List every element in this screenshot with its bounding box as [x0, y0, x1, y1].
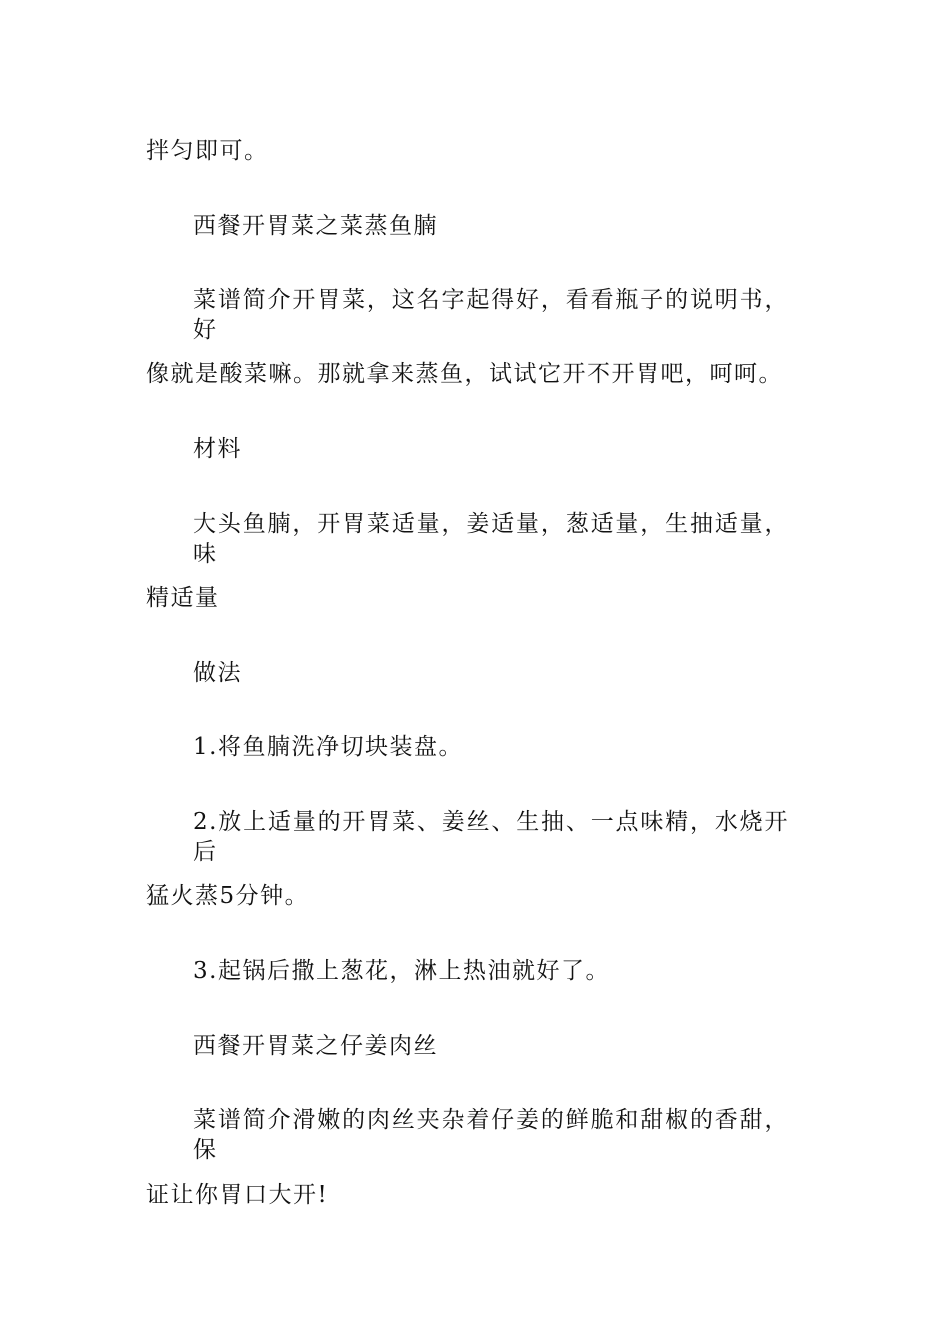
- text-line: 大头鱼腩，开胃菜适量，姜适量，葱适量，生抽适量，味: [193, 511, 789, 567]
- subheading: 材料: [193, 436, 242, 462]
- text-line: 拌匀即可。: [146, 138, 269, 164]
- subheading: 做法: [193, 660, 242, 686]
- text-line: 猛火蒸5分钟。: [146, 883, 310, 909]
- section-heading: 西餐开胃菜之菜蒸鱼腩: [193, 213, 438, 239]
- text-line: 菜谱简介滑嫩的肉丝夹杂着仔姜的鲜脆和甜椒的香甜，保: [193, 1107, 789, 1163]
- section-heading: 西餐开胃菜之仔姜肉丝: [193, 1033, 438, 1059]
- text-line: 像就是酸菜嘛。那就拿来蒸鱼，试试它开不开胃吧，呵呵。: [146, 361, 783, 387]
- text-line: 证让你胃口大开!: [146, 1182, 329, 1208]
- step-item: 2.放上适量的开胃菜、姜丝、生抽、一点味精，水烧开后: [193, 809, 789, 865]
- text-line: 精适量: [146, 585, 220, 611]
- step-item: 1.将鱼腩洗净切块装盘。: [193, 734, 463, 760]
- text-line: 菜谱简介开胃菜，这名字起得好，看看瓶子的说明书，好: [193, 287, 789, 343]
- step-item: 3.起锅后撒上葱花，淋上热油就好了。: [193, 958, 610, 984]
